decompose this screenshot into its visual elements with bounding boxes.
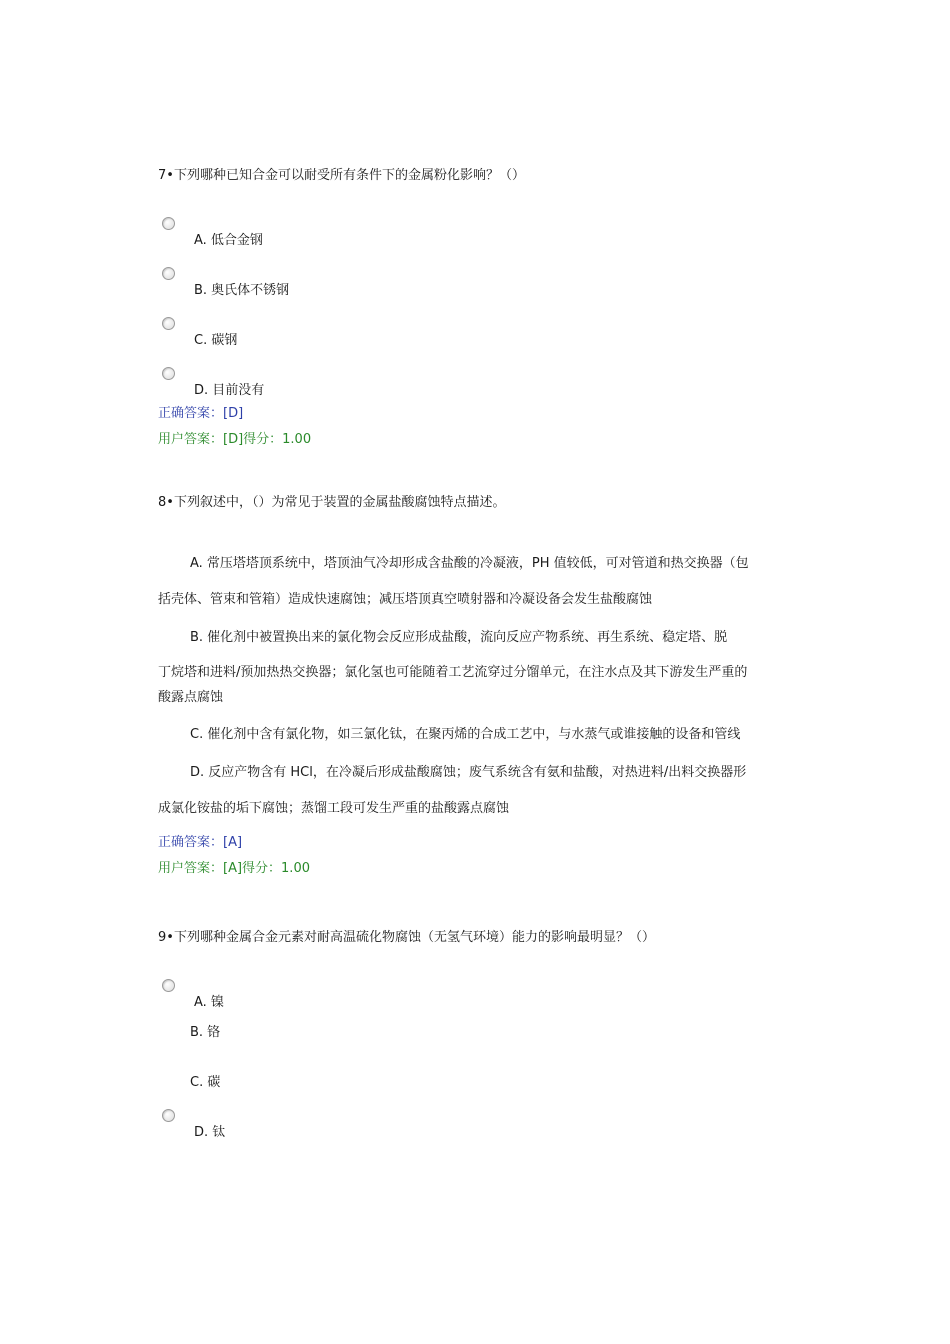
q8-option-a-line2: 括壳体、管束和管箱）造成快速腐蚀；减压塔顶真空喷射器和冷凝设备会发生盐酸腐蚀	[158, 592, 653, 607]
q7-correct-answer: 正确答案：[D]	[158, 406, 244, 421]
q9-option-a-label: A. 镍	[194, 995, 224, 1010]
q8-user-answer: 用户答案：[A]得分：1.00	[158, 861, 310, 876]
q8-option-a-line1: A. 常压塔塔顶系统中，塔顶油气冷却形成含盐酸的冷凝液，PH 值较低，可对管道和热交换器（包	[190, 556, 749, 571]
q7-option-d-label: D. 目前没有	[194, 383, 265, 398]
q7-user-answer: 用户答案：[D]得分：1.00	[158, 432, 312, 447]
q9-option-b-label: B. 铬	[190, 1025, 221, 1040]
q7-option-c-label: C. 碳钢	[194, 333, 238, 348]
q8-option-b-line2: 丁烷塔和进料/预加热热交换器；氯化氢也可能随着工艺流穿过分馏单元，在注水点及其下游发生严重的	[158, 665, 748, 680]
q8-option-b-line3: 酸露点腐蚀	[158, 690, 224, 705]
question-8-title: 8•下列叙述中，（）为常见于装置的金属盐酸腐蚀特点描述。	[158, 495, 506, 510]
q8-option-d-line1: D. 反应产物含有 HCl，在冷凝后形成盐酸腐蚀；废气系统含有氨和盐酸，对热进料/出料交换器形	[190, 765, 747, 780]
q8-option-b-line1: B. 催化剂中被置换出来的氯化物会反应形成盐酸，流向反应产物系统、再生系统、稳定塔、脱	[190, 630, 728, 645]
q8-option-c: C. 催化剂中含有氯化物，如三氯化钛，在聚丙烯的合成工艺中，与水蒸气或谁接触的设备和管线	[190, 727, 741, 742]
q8-option-d-line2: 成氯化铵盐的垢下腐蚀；蒸馏工段可发生严重的盐酸露点腐蚀	[158, 801, 510, 816]
q7-option-d-radio[interactable]	[162, 367, 175, 380]
question-7-title: 7•下列哪种已知合金可以耐受所有条件下的金属粉化影响？（）	[158, 168, 525, 183]
q7-option-a-label: A. 低合金钢	[194, 233, 263, 248]
q7-option-c-radio[interactable]	[162, 317, 175, 330]
q7-option-b-radio[interactable]	[162, 267, 175, 280]
q9-option-d-label: D. 钛	[194, 1125, 226, 1140]
q9-option-d-radio[interactable]	[162, 1109, 175, 1122]
q7-option-b-label: B. 奥氏体不锈钢	[194, 283, 290, 298]
q9-option-c-label: C. 碳	[190, 1075, 221, 1090]
q9-option-a-radio[interactable]	[162, 979, 175, 992]
question-9-title: 9•下列哪种金属合金元素对耐高温硫化物腐蚀（无氢气环境）能力的影响最明显？（）	[158, 930, 655, 945]
q7-option-a-radio[interactable]	[162, 217, 175, 230]
q8-correct-answer: 正确答案：[A]	[158, 835, 243, 850]
